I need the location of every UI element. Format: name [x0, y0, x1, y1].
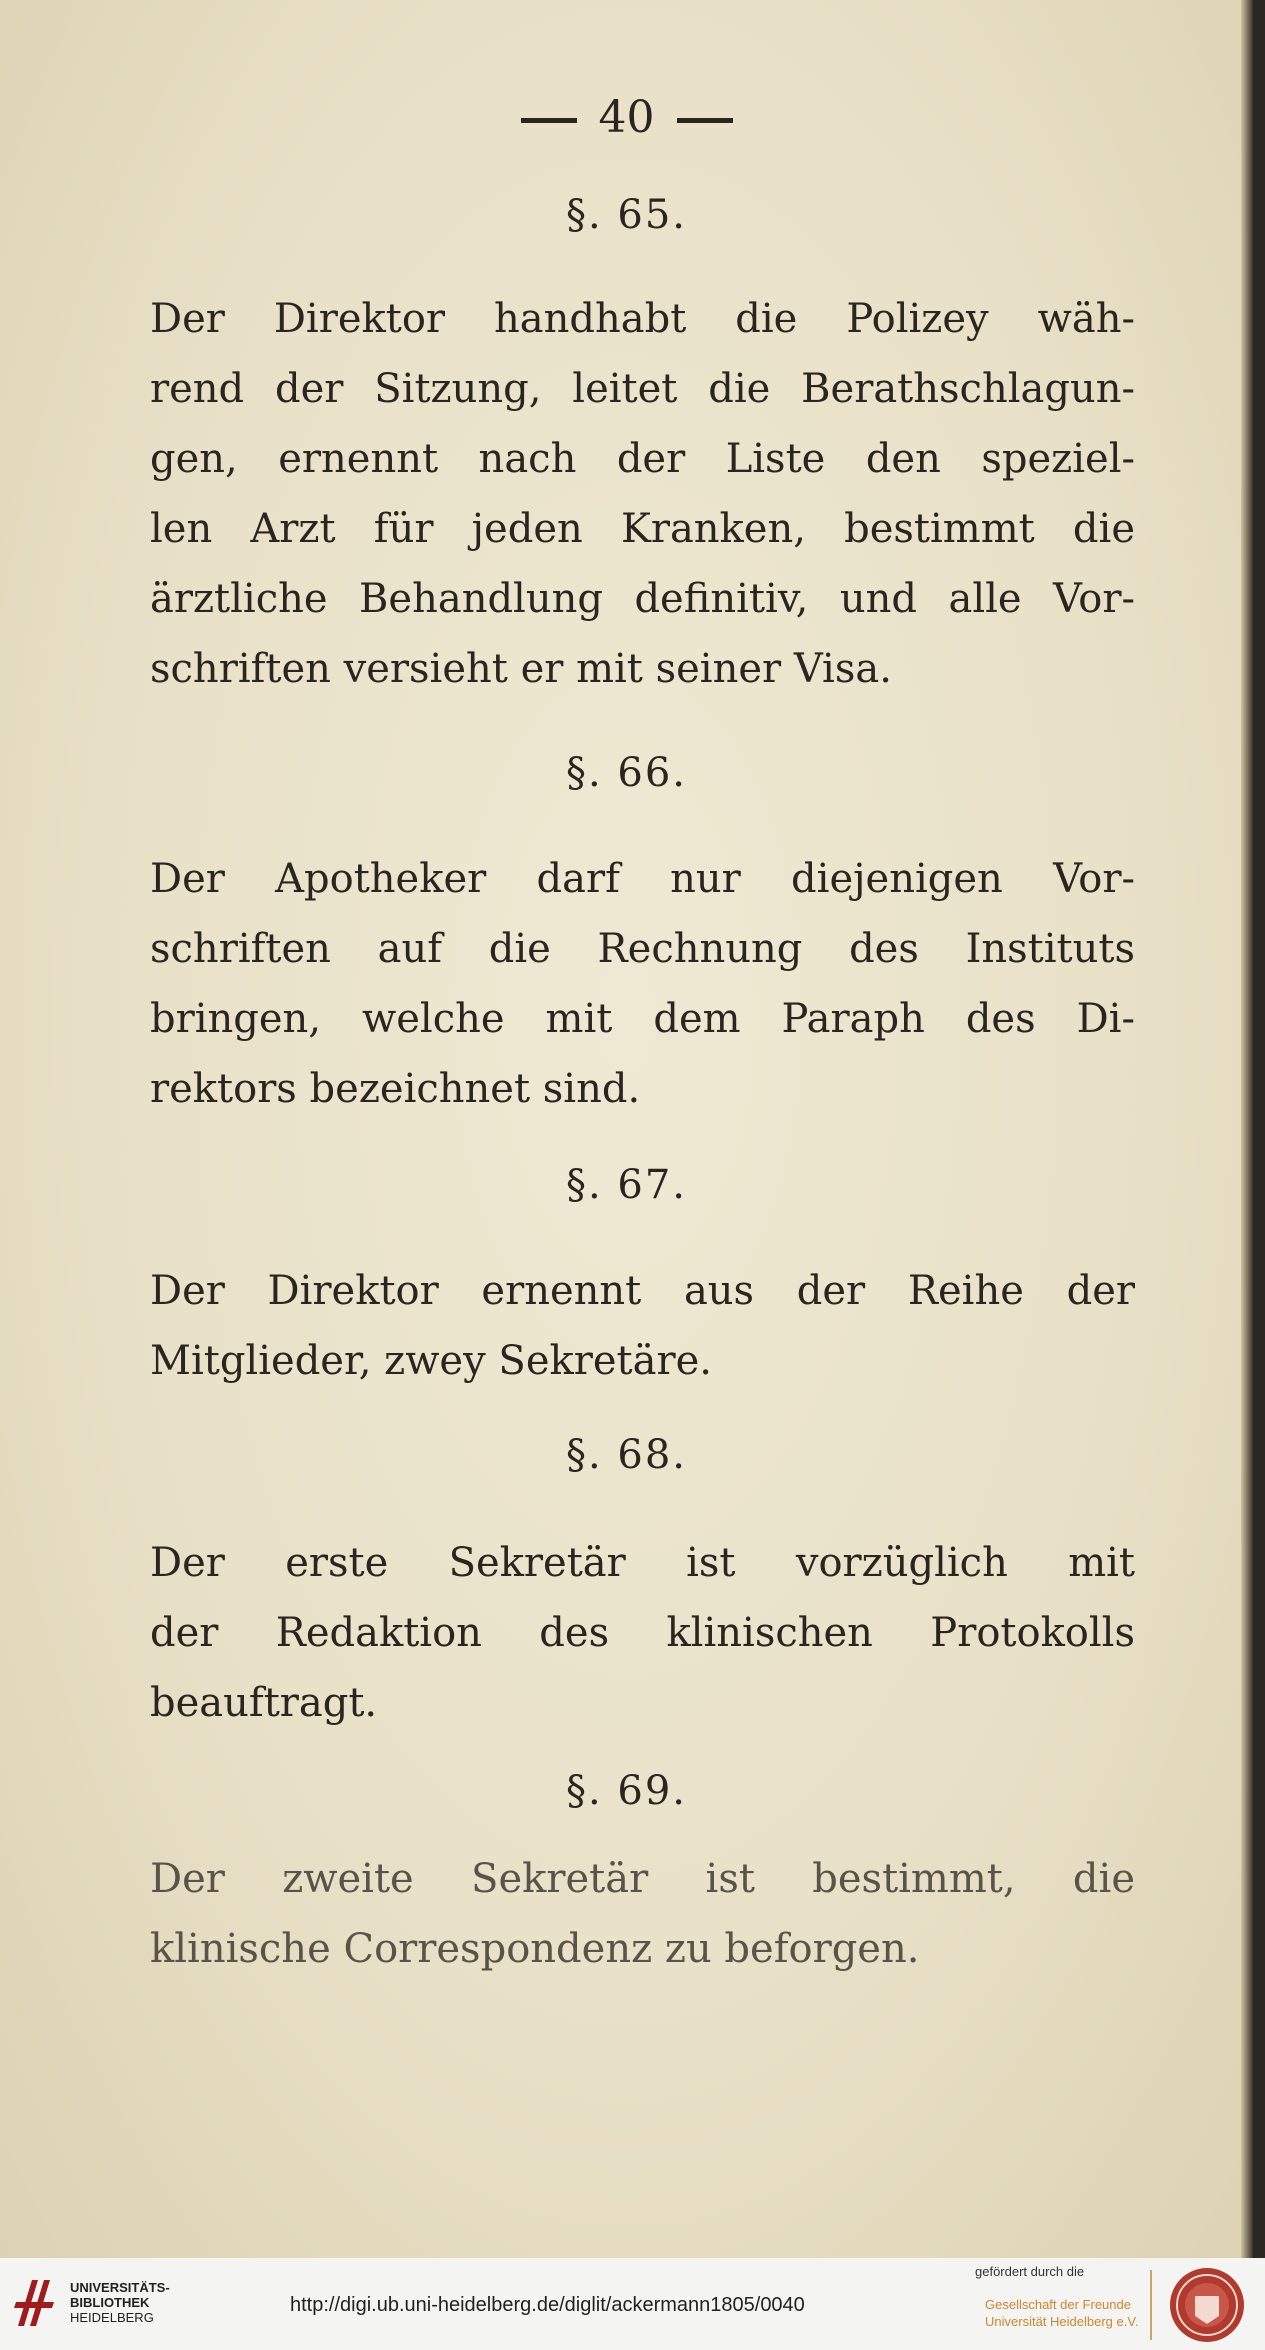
- text-line: Der zweite Sekretär ist bestimmt, die: [150, 1856, 1135, 1902]
- text-line: bringen, welche mit dem Paraph des Di-: [150, 996, 1135, 1042]
- text-line: schriften versieht er mit seiner Visa.: [150, 646, 892, 692]
- text-line: beauftragt.: [150, 1680, 378, 1726]
- text-line: klinische Correspondenz zu beforgen.: [150, 1926, 920, 1972]
- section-heading-68: §. 68.: [565, 1432, 688, 1478]
- text-line: Mitglieder, zwey Sekretäre.: [150, 1338, 712, 1384]
- sponsor-name-line1: Gesellschaft der Freunde: [985, 2297, 1131, 2312]
- text-line: rektors bezeichnet sind.: [150, 1066, 641, 1112]
- section-heading-67: §. 67.: [565, 1162, 688, 1208]
- section-body-68: [150, 1528, 1135, 1738]
- text-line: Der Direktor handhabt die Polizey wäh-: [150, 296, 1135, 342]
- header-dash-right: [677, 118, 733, 123]
- text-line: gen, ernennt nach der Liste den speziel-: [150, 436, 1135, 482]
- section-heading-65: §. 65.: [565, 192, 688, 238]
- section-body-66: [150, 844, 1135, 1124]
- section-body-65: [150, 284, 1135, 704]
- sponsor-name: [985, 2296, 1138, 2330]
- section-body-69: [150, 1844, 1135, 1984]
- text-line: Der Direktor ernennt aus der Reihe der: [150, 1268, 1135, 1314]
- text-line: schriften auf die Rechnung des Instituts: [150, 926, 1135, 972]
- section-body-67: [150, 1256, 1135, 1396]
- section-heading-69: §. 69.: [565, 1768, 688, 1814]
- header-dash-left: [521, 118, 577, 123]
- library-name-line1: UNIVERSITÄTS-: [70, 2280, 170, 2295]
- footer-divider: [1150, 2270, 1152, 2340]
- library-name-line3: HEIDELBERG: [70, 2310, 154, 2325]
- section-heading-66: §. 66.: [565, 750, 688, 796]
- sponsor-label: gefördert durch die: [975, 2264, 1085, 2279]
- university-seal-icon: [1168, 2266, 1246, 2344]
- sponsor-name-line2: Universität Heidelberg e.V.: [985, 2314, 1139, 2329]
- text-line: Der erste Sekretär ist vorzüglich mit: [150, 1540, 1135, 1586]
- text-line: ärztliche Behandlung definitiv, und alle Vor-: [150, 576, 1135, 622]
- footer-bar: [0, 2258, 1265, 2350]
- text-line: len Arzt für jeden Kranken, bestimmt die: [150, 506, 1135, 552]
- page-edge: [1241, 0, 1253, 2258]
- text-line: Der Apotheker darf nur diejenigen Vor-: [150, 856, 1135, 902]
- text-line: der Redaktion des klinischen Protokolls: [150, 1610, 1135, 1656]
- library-name-line2: BIBLIOTHEK: [70, 2295, 150, 2310]
- page-number: 40: [598, 92, 655, 143]
- library-name: [70, 2280, 170, 2325]
- source-url-link[interactable]: http://digi.ub.uni-heidelberg.de/diglit/ackermann1805/0040: [290, 2294, 805, 2316]
- page-header: [0, 92, 1253, 143]
- text-line: rend der Sitzung, leitet die Berathschlagun-: [150, 366, 1135, 412]
- university-library-logo-icon: [12, 2272, 58, 2332]
